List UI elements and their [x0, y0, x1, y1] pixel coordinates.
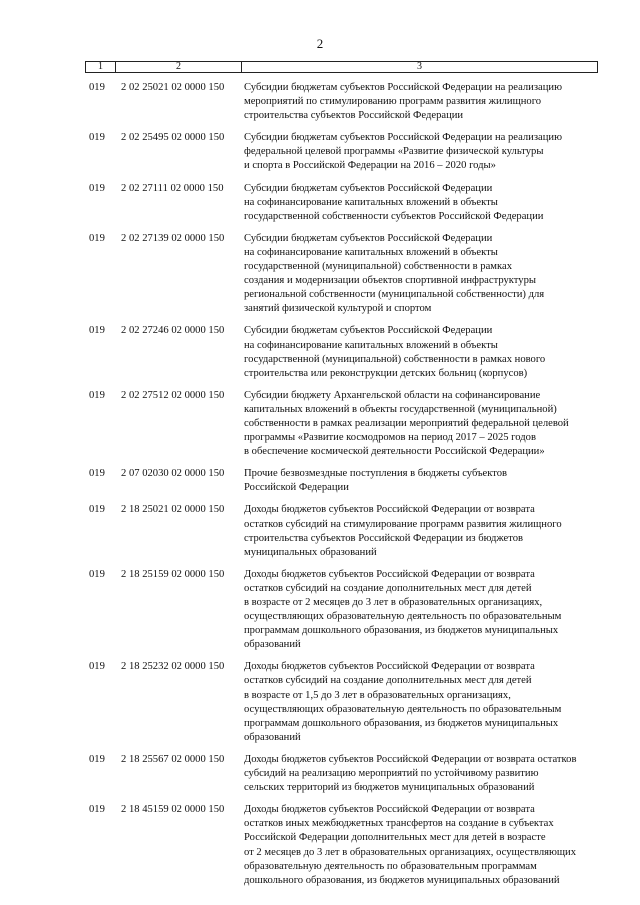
- table-row: [85, 503, 598, 559]
- classification-code: 2 18 25159 02 0000 150: [121, 568, 225, 580]
- classification-code: 2 18 45159 02 0000 150: [121, 804, 225, 816]
- admin-code: 019: [89, 468, 105, 480]
- revenue-name: Доходы бюджетов субъектов Российской Федерации от возврата остатков субсидий на реализацию мероприятий по устойчивому развитию сельских территорий из бюджетов муниципальных образований: [244, 753, 577, 794]
- admin-code: 019: [89, 82, 105, 93]
- classification-code: 2 02 27246 02 0000 150: [121, 325, 225, 337]
- admin-code: 019: [89, 232, 105, 244]
- revenue-name: Прочие безвозмездные поступления в бюджеты субъектов Российской Федерации: [244, 468, 508, 494]
- admin-code: 019: [89, 568, 105, 580]
- admin-code: 019: [89, 753, 105, 765]
- table-row: [85, 660, 598, 745]
- table-row: [85, 467, 598, 495]
- column-header-3: 3: [417, 61, 422, 72]
- revenue-name: Субсидии бюджетам субъектов Российской Федерации на реализацию мероприятий по стимулированию программ развития жилищного строительства субъектов Российской Федерации: [244, 82, 562, 122]
- column-header-1: 1: [86, 62, 116, 72]
- admin-code: 019: [89, 661, 105, 673]
- table-row: [85, 568, 598, 653]
- admin-code: 019: [89, 389, 105, 401]
- revenue-name: Субсидии бюджетам субъектов Российской Федерации на реализацию федеральной целевой программы «Развитие физической культуры и спорта в Российской Федерации на 2016 – 2020 годы»: [244, 132, 562, 172]
- classification-code: 2 07 02030 02 0000 150: [121, 468, 225, 480]
- table-row: [85, 232, 598, 317]
- revenue-name: Доходы бюджетов субъектов Российской Федерации от возврата остатков иных межбюджетных трансфертов на создание в субъектах Российской Федерации дополнительных мест для детей в возрасте от 2 месяцев до 3 лет в образовательных организациях, осуществляющих образовательную деятельность по образовательным программам дошкольного образования, из бюджетов муниципальных образований: [244, 804, 577, 886]
- table-body: [85, 81, 598, 888]
- table-row: [85, 131, 598, 173]
- table-header-row: [85, 61, 598, 73]
- table-row: [85, 182, 598, 224]
- table-row: [85, 324, 598, 380]
- admin-code: 019: [89, 132, 105, 144]
- classification-code: 2 18 25021 02 0000 150: [121, 504, 225, 516]
- admin-code: 019: [89, 182, 105, 194]
- revenue-name: Доходы бюджетов субъектов Российской Федерации от возврата остатков субсидий на стимулирование программ развития жилищного строительства субъектов Российской Федерации из бюджетов муниципальных образований: [244, 504, 562, 558]
- revenue-codes-table: [85, 61, 598, 896]
- classification-code: 2 18 25232 02 0000 150: [121, 661, 225, 673]
- revenue-name: Доходы бюджетов субъектов Российской Федерации от возврата остатков субсидий на создание дополнительных мест для детей в возрасте от 1,5 до 3 лет в образовательных организациях, осуществляющих образовательную деятельность по образовательным программам дошкольного образования, из бюджетов муниципальных образований: [244, 661, 562, 743]
- table-row: [85, 753, 598, 795]
- revenue-name: Субсидии бюджетам субъектов Российской Федерации на софинансирование капитальных вложений в объекты государственной (муниципальной) собственности в рамках создания и модернизации объектов спортивной инфраструктуры региональной собственности (муниципальной собственности) для занятий физической культурой и спортом: [244, 232, 545, 315]
- revenue-name: Субсидии бюджетам субъектов Российской Федерации на софинансирование капитальных вложений в объекты государственной (муниципальной) собственности в рамках нового строительства или реконструкции детских больниц (корпусов): [244, 325, 546, 379]
- revenue-name: Субсидии бюджетам субъектов Российской Федерации на софинансирование капитальных вложений в объекты государственной собственности субъектов Российской Федерации: [244, 182, 544, 222]
- classification-code: 2 02 27111 02 0000 150: [121, 182, 224, 194]
- classification-code: 2 02 27512 02 0000 150: [121, 389, 225, 401]
- classification-code: 2 18 25567 02 0000 150: [121, 753, 225, 765]
- table-row: [85, 81, 598, 123]
- page-number: 2: [316, 36, 324, 51]
- table-row: [85, 803, 598, 888]
- classification-code: 2 02 27139 02 0000 150: [121, 232, 225, 244]
- admin-code: 019: [89, 504, 105, 516]
- column-header-2: 2: [116, 62, 242, 72]
- revenue-name: Доходы бюджетов субъектов Российской Федерации от возврата остатков субсидий на создание дополнительных мест для детей в возрасте от 2 месяцев до 3 лет в образовательных организациях, осуществляющих образовательную деятельность по образовательным программам дошкольного образования, из бюджетов муниципальных образований: [244, 568, 562, 651]
- revenue-name: Субсидии бюджету Архангельской области на софинансирование капитальных вложений в объекты государственной (муниципальной) собственности в рамках реализации мероприятий федеральной целевой программы «Развитие космодромов на период 2017 – 2025 годов в обеспечение космической деятельности Российской Федерации»: [244, 389, 569, 458]
- classification-code: 2 02 25495 02 0000 150: [121, 132, 225, 144]
- admin-code: 019: [89, 325, 105, 337]
- classification-code: 2 02 25021 02 0000 150: [121, 82, 225, 93]
- admin-code: 019: [89, 804, 105, 816]
- table-row: [85, 389, 598, 459]
